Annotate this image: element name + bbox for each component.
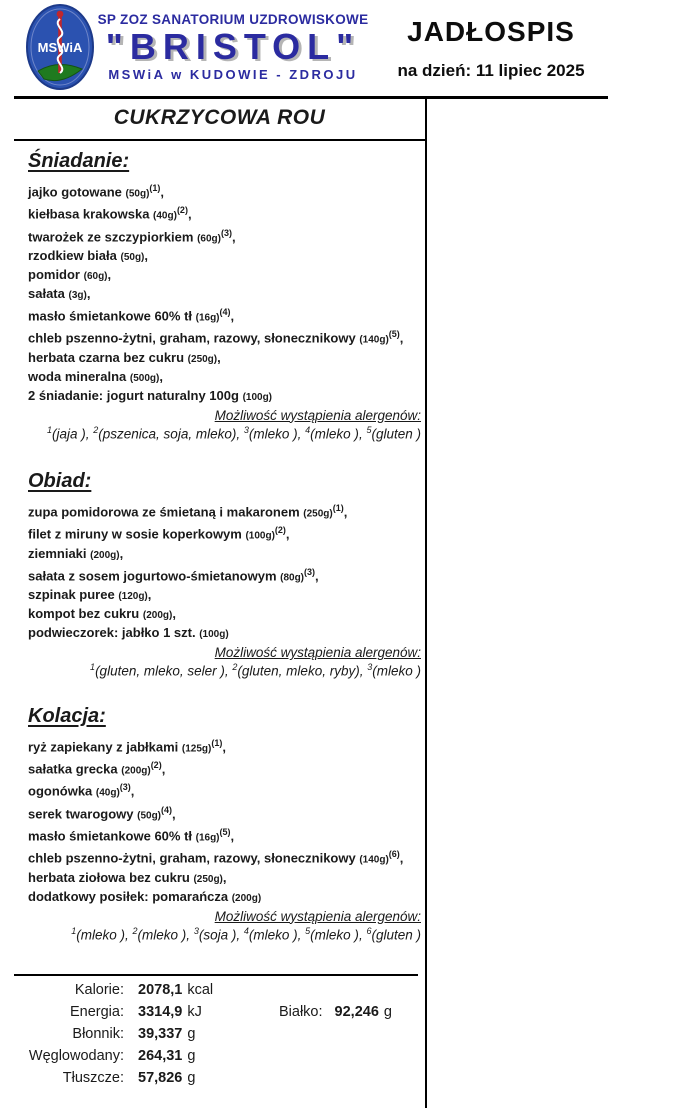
nutrition-unit: g xyxy=(187,1026,196,1042)
meal-item-allergen-ref: (4) xyxy=(161,804,173,815)
nutrition-rows xyxy=(14,982,418,1092)
nutrition-divider-rule xyxy=(14,974,418,976)
protein-group xyxy=(279,1004,392,1020)
meal-item-separator: , xyxy=(217,349,221,365)
meal-item-amount: (50g) xyxy=(125,188,150,200)
diet-title: CUKRZYCOWA ROU xyxy=(113,106,326,129)
allergen-ref-number: 3 xyxy=(243,424,249,435)
meal-item-list xyxy=(28,500,421,643)
allergen-list: $^1$(mleko ), $^2$(mleko ), $^3$(soja ), $^4$(mleko ), $^5$(mleko ), $^6$(gluten ) xyxy=(71,925,421,943)
meal-item xyxy=(28,285,421,304)
meal-item-amount: (100g) xyxy=(242,391,273,403)
meal-item-amount: (200g) xyxy=(142,610,173,622)
meal-item-amount: (50g) xyxy=(137,809,162,821)
meal-item xyxy=(28,757,421,779)
meal-item-amount: (100g) xyxy=(199,629,229,641)
meal-item-name: dodatkowy posiłek: pomarańcza xyxy=(28,888,232,904)
meal-item-name: herbata ziołowa bez cukru xyxy=(28,869,194,885)
meal-item xyxy=(28,735,421,757)
meal-section xyxy=(14,470,425,678)
allergen-ref-number: 2 xyxy=(132,925,138,936)
meal-item xyxy=(28,846,421,868)
meal-item xyxy=(28,802,421,824)
nutrition-row xyxy=(14,1026,418,1048)
meal-item-amount: (500g) xyxy=(129,372,160,384)
meal-item-name: herbata czarna bez cukru xyxy=(28,349,188,365)
meal-item xyxy=(28,326,421,348)
meal-item xyxy=(28,869,421,888)
meal-item-separator: , xyxy=(187,206,192,222)
meal-item xyxy=(28,368,421,387)
meal-item-name: serek twarogowy xyxy=(28,805,138,821)
meal-item-separator: , xyxy=(107,266,112,282)
meal-item-amount: (50g) xyxy=(120,251,145,263)
meal-section xyxy=(14,705,425,942)
meal-item-allergen-ref: (4) xyxy=(219,306,231,317)
meal-item-separator: , xyxy=(222,738,226,754)
meal-item xyxy=(28,387,421,406)
column-divider-rule xyxy=(425,96,427,1108)
meal-item-name: pomidor xyxy=(28,266,84,282)
meal-item-name: twarożek ze szczypiorkiem xyxy=(28,228,198,244)
meal-item-amount: (16g) xyxy=(195,312,220,324)
meal-item-separator: , xyxy=(161,761,166,777)
nutrition-value: 57,826 xyxy=(138,1070,183,1086)
meal-section-heading: Obiad: xyxy=(28,470,92,493)
meal-section-heading: Śniadanie: xyxy=(28,150,130,172)
meal-item-separator: , xyxy=(315,568,319,584)
meal-item-amount: (200g) xyxy=(121,765,151,777)
meal-item-name: sałata z sosem jogurtowo-śmietanowym xyxy=(28,568,281,584)
meal-item-allergen-ref: (1) xyxy=(211,737,223,748)
allergen-ref-number: 3 xyxy=(367,662,373,673)
meal-sections xyxy=(14,150,425,942)
nutrition-value: 3314,9 xyxy=(138,1004,183,1020)
meal-item-separator: , xyxy=(399,330,404,346)
meal-item xyxy=(28,586,421,605)
document-title: JADŁOSPIS xyxy=(407,16,575,47)
meal-item-amount: (60g) xyxy=(83,270,108,282)
meal-item-allergen-ref: (5) xyxy=(388,329,400,340)
brand-name: "BRISTOL" xyxy=(105,26,361,67)
meal-item-amount: (200g) xyxy=(231,892,262,904)
meal-item-amount: (40g) xyxy=(95,787,120,799)
allergen-note-title: Możliwość wystąpienia alergenów: xyxy=(214,407,421,423)
meal-item-amount: (80g) xyxy=(280,572,305,584)
meal-item-amount: (200g) xyxy=(90,549,120,561)
meal-item-name: masło śmietankowe 60% tł xyxy=(28,308,196,324)
meal-item xyxy=(28,247,421,266)
meal-item-separator: , xyxy=(222,869,227,885)
meal-item-separator: , xyxy=(119,545,124,561)
meal-item-separator: , xyxy=(144,247,149,263)
meal-item xyxy=(28,349,421,368)
meal-item-amount: (3g) xyxy=(68,289,87,301)
nutrition-summary xyxy=(14,974,418,1092)
allergen-ref-number: 2 xyxy=(232,662,238,673)
nutrition-label: Białko: xyxy=(279,1004,323,1020)
document-date: na dzień: 11 lipiec 2025 xyxy=(397,61,585,80)
meal-item xyxy=(28,779,421,801)
meal-item xyxy=(28,304,421,326)
allergen-ref-number: 4 xyxy=(305,424,311,435)
meal-item-name: filet z miruny w sosie koperkowym xyxy=(28,526,246,542)
organization-name-line: SP ZOZ SANATORIUM UZDROWISKOWE xyxy=(97,12,369,27)
allergen-ref-number: 3 xyxy=(193,925,199,936)
meal-item xyxy=(28,824,421,846)
nutrition-unit: g xyxy=(187,1070,196,1086)
meal-item xyxy=(28,545,421,564)
meal-item-separator: , xyxy=(172,805,176,821)
meal-item-separator: , xyxy=(343,504,348,520)
meal-item-amount: (60g) xyxy=(197,232,221,244)
nutrition-unit: g xyxy=(187,1048,196,1064)
meal-item-name: jajko gotowane xyxy=(28,184,126,200)
meal-section xyxy=(14,150,425,441)
meal-item xyxy=(28,522,421,544)
meal-item-separator: , xyxy=(130,783,135,799)
allergen-ref-number: 5 xyxy=(366,424,372,435)
meal-item-name: ziemniaki xyxy=(28,545,91,561)
meal-item-name: kompot bez cukru xyxy=(28,606,143,622)
meal-item-allergen-ref: (2) xyxy=(150,759,162,770)
nutrition-label: Kalorie: xyxy=(74,982,124,998)
allergen-list: $^1$(gluten, mleko, seler ), $^2$(gluten, mleko, ryby), $^3$(mleko ) xyxy=(90,662,421,679)
meal-item xyxy=(28,500,421,522)
nutrition-row xyxy=(14,1070,418,1092)
meal-item-name: szpinak puree xyxy=(28,587,119,603)
nutrition-row xyxy=(14,1004,418,1026)
allergen-ref-number: 1 xyxy=(71,925,77,936)
meal-item-amount: (120g) xyxy=(118,591,148,603)
nutrition-value: 39,337 xyxy=(138,1026,183,1042)
meal-item-list xyxy=(28,735,421,907)
nutrition-label: Energia: xyxy=(69,1004,124,1020)
meal-item-name: chleb pszenno-żytni, graham, razowy, słonecznikowy xyxy=(28,850,360,866)
meal-item-name: kiełbasa krakowska xyxy=(28,206,154,222)
meal-item-allergen-ref: (6) xyxy=(388,849,400,860)
nutrition-unit: kJ xyxy=(187,1004,202,1020)
meal-item-amount: (250g) xyxy=(187,353,218,365)
meal-item xyxy=(28,180,421,202)
meal-item-allergen-ref: (3) xyxy=(119,782,131,793)
nutrition-row xyxy=(14,1048,418,1070)
meal-item-name: rzodkiew biała xyxy=(28,247,121,263)
nutrition-value: 2078,1 xyxy=(138,982,183,998)
meal-item-amount: (250g) xyxy=(193,873,223,885)
meal-item-name: podwieczorek: jabłko 1 szt. xyxy=(28,625,200,641)
meal-item-name: ryż zapiekany z jabłkami xyxy=(28,738,182,754)
meal-item-name: 2 śniadanie: jogurt naturalny 100g xyxy=(28,387,243,403)
document-title-block xyxy=(374,16,608,81)
nutrition-label: Węglowodany: xyxy=(28,1048,124,1064)
meal-item-allergen-ref: (1) xyxy=(149,183,161,193)
nutrition-value: 264,31 xyxy=(138,1048,183,1064)
meal-item-allergen-ref: (3) xyxy=(220,227,232,238)
meal-item-amount: (140g) xyxy=(359,854,389,866)
allergen-note-title: Możliwość wystąpienia alergenów: xyxy=(214,908,421,924)
meal-item-separator: , xyxy=(230,828,235,844)
meal-item xyxy=(28,225,421,247)
allergen-ref-number: 1 xyxy=(46,424,52,435)
organization-location-line: MSWiA w KUDOWIE - ZDROJU xyxy=(108,66,358,82)
meal-item-separator: , xyxy=(231,228,236,244)
meal-item-name: chleb pszenno-żytni, graham, razowy, słonecznikowy xyxy=(28,330,360,346)
meal-item xyxy=(28,202,421,224)
allergen-ref-number: 1 xyxy=(90,662,96,673)
allergen-ref-number: 6 xyxy=(366,925,372,936)
meal-item-name: sałatka grecka xyxy=(28,761,122,777)
meal-item-name: ogonówka xyxy=(28,783,96,799)
meal-item-name: woda mineralna xyxy=(28,368,130,384)
nutrition-value: 92,246 xyxy=(334,1004,379,1020)
meal-item-allergen-ref: (2) xyxy=(274,525,286,536)
meal-item-separator: , xyxy=(399,850,404,866)
allergen-ref-number: 5 xyxy=(305,925,311,936)
organization-block xyxy=(82,12,384,82)
meal-item-amount: (16g) xyxy=(195,832,220,844)
meal-item-amount: (40g) xyxy=(153,210,177,222)
meal-item-separator: , xyxy=(86,285,91,301)
meal-item-name: zupa pomidorowa ze śmietaną i makaronem xyxy=(28,504,304,520)
allergen-ref-number: 4 xyxy=(243,925,249,936)
meal-item-separator: , xyxy=(159,368,163,384)
nutrition-unit: kcal xyxy=(187,982,214,998)
meal-item xyxy=(28,624,421,643)
allergen-ref-number: 2 xyxy=(93,424,99,435)
nutrition-label: Błonnik: xyxy=(72,1026,124,1042)
allergen-list: $^1$(jaja ), $^2$(pszenica, soja, mleko), $^3$(mleko ), $^4$(mleko ), $^5$(gluten ) xyxy=(46,424,421,442)
logo-text: MSWiA xyxy=(37,40,83,55)
nutrition-row xyxy=(14,982,418,1004)
meal-item xyxy=(28,564,421,586)
meal-item-separator: , xyxy=(147,587,152,603)
meal-item-list xyxy=(28,180,421,406)
meal-item-amount: (250g) xyxy=(303,508,333,520)
meal-item xyxy=(28,266,421,285)
meal-item xyxy=(28,605,421,624)
meal-item-separator: , xyxy=(172,606,176,622)
nutrition-unit: g xyxy=(383,1004,392,1020)
meal-item-separator: , xyxy=(285,526,290,542)
allergen-note-title: Możliwość wystąpienia alergenów: xyxy=(214,645,421,661)
meal-item-amount: (100g) xyxy=(245,530,275,542)
meal-item-amount: (140g) xyxy=(359,334,389,346)
diet-title-rule xyxy=(14,139,425,141)
meal-item-allergen-ref: (5) xyxy=(219,826,231,837)
meal-item-separator: , xyxy=(230,308,235,324)
meal-section-heading: Kolacja: xyxy=(28,704,106,727)
nutrition-label: Tłuszcze: xyxy=(62,1070,124,1086)
meal-item-name: masło śmietankowe 60% tł xyxy=(28,828,196,844)
meal-item xyxy=(28,888,421,907)
meal-item-allergen-ref: (1) xyxy=(332,503,344,514)
meal-item-name: sałata xyxy=(28,285,69,301)
meal-item-separator: , xyxy=(160,184,165,200)
meal-item-amount: (125g) xyxy=(181,742,212,754)
meal-item-allergen-ref: (3) xyxy=(304,566,316,577)
meal-item-allergen-ref: (2) xyxy=(176,205,188,216)
menu-column xyxy=(14,99,425,942)
